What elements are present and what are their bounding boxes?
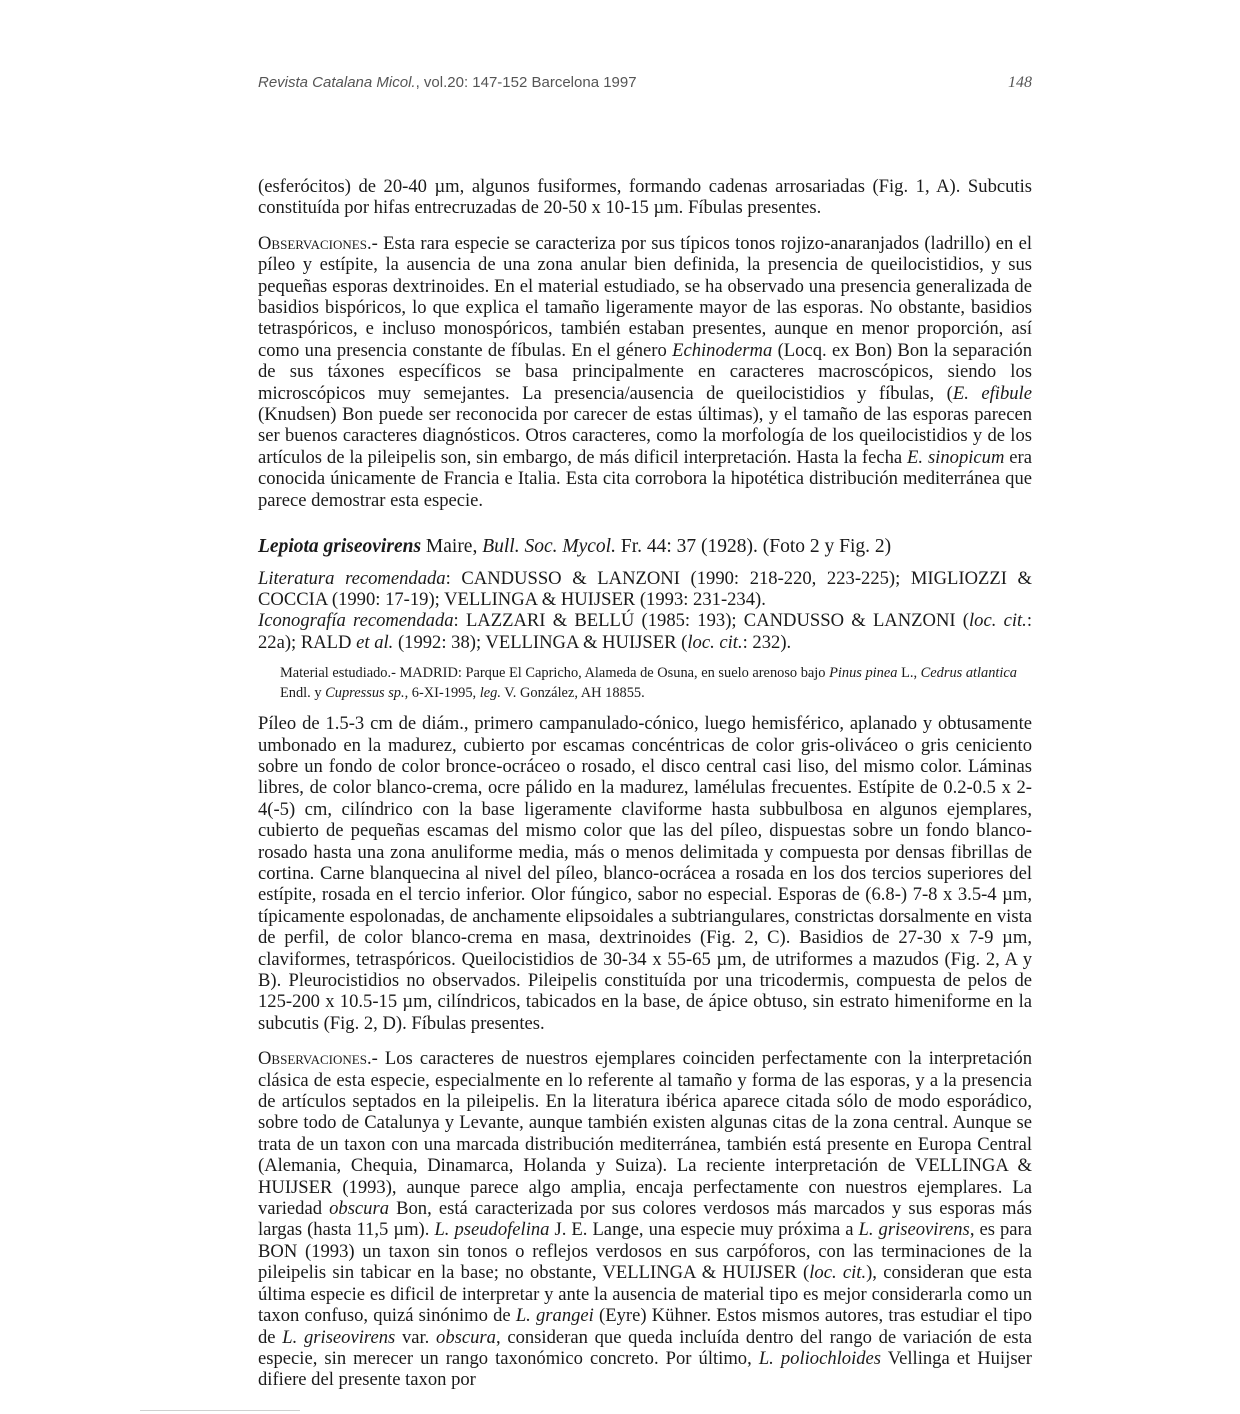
running-header [258, 74, 1038, 98]
species-journal: Bull. Soc. Mycol. [482, 536, 616, 558]
species-heading: Lepiota griseovirens Maire, Bull. Soc. Mycol. Fr. 44: 37 (1928). (Foto 2 y Fig. 2) [258, 536, 892, 558]
literature-paragraph: Literatura recomendada: CANDUSSO & LANZONI (1990: 218-220, 223-225); MIGLIOZZI & COCCIA (1990: 17-19); VELLINGA & HUIJSER (1993: 231-234). [258, 567, 1032, 610]
page-number: 148 [1008, 74, 1032, 91]
observations-paragraph-2: Observaciones.- Los caracteres de nuestros ejemplares coinciden perfectamente con la interpretación clásica de esta especie, especialmente en lo referente al tamaño y forma de las esporas, y a la presencia de artículos septados en la pileipelis. En la literatura ibérica aparece citada sólo de modo esporádico, sobre todo de Catalunya y Levante, aunque también existen algunas citas de la zona central. Aunque se trata de un taxon con una marcada distribución mediterránea, también está presente en Europa Central (Alemania, Chequia, Dinamarca, Holanda y Suiza). La reciente interpretación de VELLINGA & HUIJSER (1993), aunque parece algo amplia, encaja perfectamente con nuestros ejemplares. La variedad obscura Bon, está caracterizada por sus colores verdosos más marcados y sus esporas más largas (hasta 11,5 µm). L. pseudofelina J. E. Lange, una especie muy próxima a L. griseovirens, es para BON (1993) un taxon sin tonos o reflejos verdosos en sus carpóforos, con las terminaciones de la pileipelis sin tabicar en la base; no obstante, VELLINGA & HUIJSER (loc. cit.), consideran que esta última especie es dificil de interpretar y ante la ausencia de material tipo es mejor considerarla como un taxon confuso, quizá sinónimo de L. grangei (Eyre) Kühner. Estos mismos autores, tras estudiar el tipo de L. griseovirens var. obscura, consideran que queda incluída dentro del rango de variación de esta especie, sin merecer un rango taxonómico concreto. Por último, L. poliochloides Vellinga et Huijser difiere del presente taxon por [258, 1048, 1033, 1391]
species-name: Lepiota griseovirens [258, 536, 422, 558]
paragraph-continuation: (esferócitos) de 20-40 µm, algunos fusiformes, formando cadenas arrosariadas (Fig. 1, A). Subcutis constituída por hifas entrecruzadas de 20-50 x 10-15 µm. Fíbulas presentes. [258, 176, 1032, 219]
taxon-name: E. efibule [952, 382, 1032, 404]
observations-label: Observaciones.- [258, 1048, 378, 1070]
journal-pages-year: 147-152 Barcelona 1997 [468, 74, 637, 91]
iconography-label: Iconografía recomendada [258, 610, 454, 632]
literature-label: Literatura recomendada [258, 567, 446, 589]
taxon-name: Echinoderma [672, 339, 773, 361]
journal-volume: , vol.20: [415, 74, 469, 91]
iconography-paragraph: Iconografía recomendada: LAZZARI & BELLÚ (1985: 193); CANDUSSO & LANZONI (loc. cit.: 22a); RALD et al. (1992: 38); VELLINGA & HUIJSER (loc. cit.: 232). [258, 610, 1032, 653]
description-paragraph: Píleo de 1.5-3 cm de diám., primero campanulado-cónico, luego hemisférico, aplanado y obtusamente umbonado en la madurez, cubierto por escamas concéntricas de color gris-oliváceo o gris ceniciento sobre un fondo de color bronce-ocráceo o rosado, el disco central casi liso, del mismo color. Láminas libres, de color blanco-crema, ocre pálido en la madurez, lamélulas frecuentes. Estípite de 0.2-0.5 x 2-4(-5) cm, cilíndrico con la base ligeramente claviforme hasta subbulbosa en algunos ejemplares, cubierto de pequeñas escamas del mismo color que las del píleo, dispuestas sobre un fondo blanco-rosado hasta una zona anuliforme media, más o menos delimitada y compuesta por densas fibrillas de cortina. Carne blanquecina al nivel del píleo, blanco-ocrácea a rosada en los dos tercios superiores del estípite, rosada en el tercio inferior. Olor fúngico, sabor no especial. Esporas de (6.8-) 7-8 x 3.5-4 µm, típicamente espolonadas, de anchamente elipsoidales a subtriangulares, constrictas dorsalmente en vista de perfil, de color blanco-crema en masa, dextrinoides (Fig. 2, C). Basidios de 27-30 x 7-9 µm, claviformes, tetraspóricos. Queilocistidios de 30-34 x 55-65 µm, de utriformes a mazudos (Fig. 2, A y B). Pleurocistidios no observados. Pileipelis constituída por una tricodermis, compuesta de pelos de 125-200 x 10.5-15 µm, cilíndricos, tabicados en la base, de ápice obtuso, sin estrato himeniforme en la subcutis (Fig. 2, D). Fíbulas presentes. [258, 713, 1032, 1034]
scan-artifact-line [140, 1410, 300, 1411]
journal-title: Revista Catalana Micol. [258, 74, 416, 91]
observations-label: Observaciones.- [258, 232, 378, 254]
observations-paragraph-1: Observaciones.- Esta rara especie se caracteriza por sus típicos tonos rojizo-anaranjados (ladrillo) en el píleo y estípite, la ausencia de una zona anular bien definida, la presencia de queilocistidios, y sus pequeñas esporas dextrinoides. En el material estudiado, se ha observado una presencia generalizada de basidios bispóricos, lo que explica el tamaño ligeramente mayor de las esporas. No obstante, basidios tetraspóricos, e incluso monospóricos, también estaban presentes, aunque en menor proporción, así como una presencia constante de fíbulas. En el género Echinoderma (Locq. ex Bon) Bon la separación de sus táxones específicos se basa principalmente en caracteres macroscópicos, siendo los microscópicos muy semejantes. La presencia/ausencia de queilocistidios y fíbulas, (E. efibule (Knudsen) Bon puede ser reconocida por carecer de estas últimas), y el tamaño de las esporas parecen ser buenos caracteres diagnósticos. Otros caracteres, como la morfología de los queilocistidios y de los artículos de la pileipelis son, sin embargo, de más dificil interpretación. Hasta la fecha E. sinopicum era conocida únicamente de Francia e Italia. Esta cita corrobora la hipotética distribución mediterránea que parece demostrar esta especie. [258, 232, 1033, 511]
article-body [258, 176, 1032, 1391]
material-studied: Material estudiado.- MADRID: Parque El Capricho, Alameda de Osuna, en suelo arenoso bajo Pinus pinea L., Cedrus atlantica Endl. y Cupressus sp., 6-XI-1995, leg. V. González, AH 18855. [280, 665, 1017, 702]
taxon-name: E. sinopicum [907, 446, 1005, 468]
